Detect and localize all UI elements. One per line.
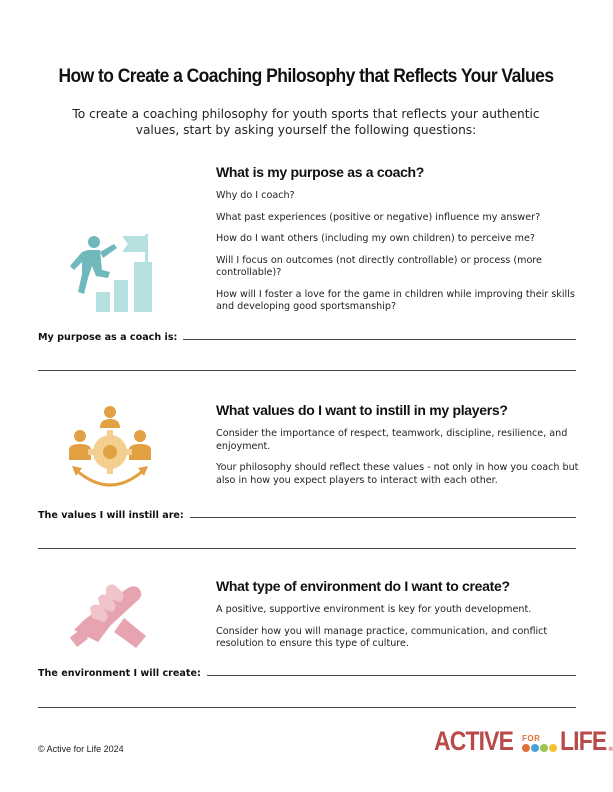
logo-word-active: ACTIVE [434,726,514,756]
intro-text: To create a coaching philosophy for youth sports that reflects your authentic values, start by asking yourself the following questions: [72,107,540,137]
prompt-text: Consider how you will manage practice, communication, and conflict resolution to ensure this type of culture. [216,625,548,649]
prompt-text: Consider the importance of respect, teamwork, discipline, resilience, and enjoyment. [216,428,568,452]
answer-line[interactable] [190,516,576,518]
logo-dots-icon [522,744,557,752]
active-for-life-logo [434,726,613,757]
answer-line[interactable] [38,548,576,549]
answer-line[interactable] [38,707,576,708]
logo-mid [522,734,557,752]
question: Why do I coach? [216,190,295,201]
fill-row-purpose [38,332,576,343]
handshake-icon [70,578,150,652]
section-values [216,402,586,496]
registered-mark: ® [608,747,613,753]
answer-line[interactable] [38,370,576,371]
fill-row-environment [38,668,576,679]
logo-word-life: LIFE [560,726,607,756]
section-purpose [216,164,586,323]
copyright: © Active for Life 2024 [38,744,124,754]
question: What past experiences (positive or negative) influence my answer? [216,211,541,223]
section-heading: What values do I want to instill in my players? [216,402,508,418]
fill-row-values [38,510,576,521]
section-heading: What is my purpose as a coach? [216,164,425,180]
fill-label: The environment I will create: [38,668,201,679]
question: How will I foster a love for the game in children while improving their skills and developing good sportsmanship? [216,288,575,312]
prompt-text: Your philosophy should reflect these values - not only in how you coach but also in how you expect players to interact with each other. [216,462,579,486]
fill-label: The values I will instill are: [38,510,184,521]
page-title: How to Create a Coaching Philosophy that Reflects Your Values [58,66,554,87]
question: How do I want others (including my own children) to perceive me? [216,233,535,244]
fill-label: My purpose as a coach is: [38,332,178,343]
section-heading: What type of environment do I want to create? [216,578,510,594]
climbing-steps-flag-icon [66,232,156,314]
question: Will I focus on outcomes (not directly controllable) or process (more controllable)? [216,254,542,278]
prompt-text: A positive, supportive environment is key for youth development. [216,604,532,615]
logo-word-for: FOR [522,734,541,743]
team-gear-icon [66,404,154,496]
section-environment [216,578,586,660]
answer-line[interactable] [207,674,576,676]
answer-line[interactable] [183,338,576,340]
